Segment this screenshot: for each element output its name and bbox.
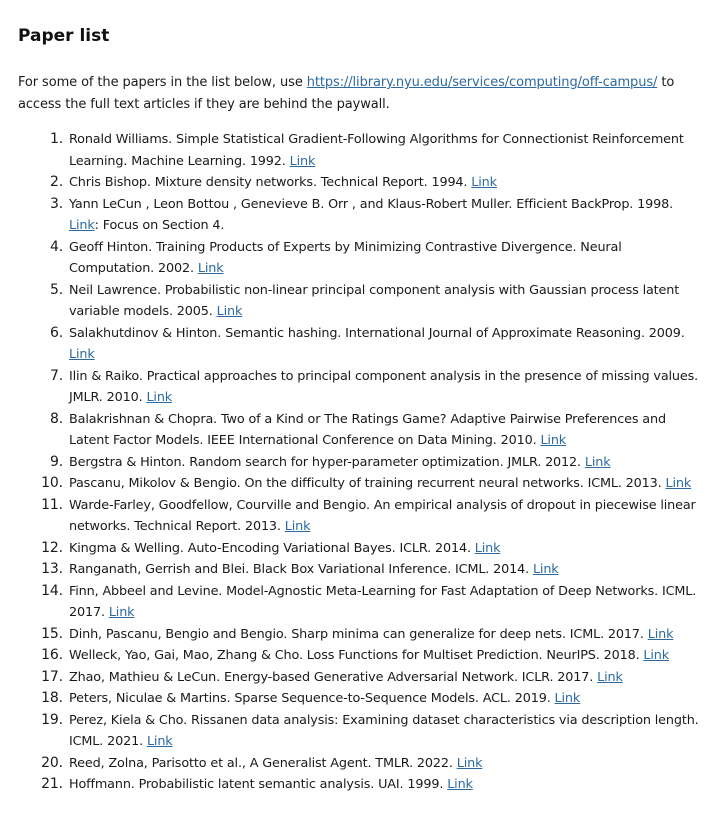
paper-link[interactable]: Link <box>69 347 95 362</box>
paper-citation: Neil Lawrence. Probabilistic non-linear principal component analysis with Gaussian process latent variable models. 2005. <box>69 282 680 319</box>
paper-link[interactable]: Link <box>284 519 311 534</box>
paper-entry <box>69 194 702 237</box>
intro-paragraph <box>18 72 702 115</box>
paper-item <box>18 237 702 280</box>
paper-number: 13. <box>41 561 63 577</box>
paper-number: 18. <box>41 690 63 706</box>
paper-link[interactable]: Link <box>216 304 243 319</box>
paper-citation: Yann LeCun , Leon Bottou , Genevieve B. Orr , and Klaus-Robert Muller. Efficient BackProp. 1998. <box>69 196 674 212</box>
paper-item <box>18 667 702 689</box>
paper-entry <box>69 473 702 495</box>
paper-citation: Chris Bishop. Mixture density networks. Technical Report. 1994. <box>69 175 468 190</box>
paper-item <box>18 538 702 560</box>
paper-entry <box>69 559 702 581</box>
paper-number: 19. <box>41 711 63 728</box>
paper-link[interactable]: Link <box>647 626 674 642</box>
paper-number: 16. <box>41 647 63 663</box>
paper-citation: Peters, Niculae & Martins. Sparse Sequence-to-Sequence Models. ACL. 2019. <box>69 691 551 706</box>
paper-item <box>18 710 702 753</box>
paper-entry <box>69 667 702 689</box>
paper-number: 21. <box>41 776 63 792</box>
paper-citation: Finn, Abbeel and Levine. Model-Agnostic Meta-Learning for Fast Adaptation of Deep Networks. ICML. 2017. <box>69 583 697 620</box>
paper-citation: Salakhutdinov & Hinton. Semantic hashing. International Journal of Approximate Reasoning. 2009. <box>69 325 685 341</box>
paper-citation: Kingma & Welling. Auto-Encoding Variational Bayes. ICLR. 2014. <box>69 540 471 556</box>
page-title: Paper list <box>18 26 110 46</box>
paper-item <box>18 366 702 409</box>
paper-link[interactable]: Link <box>108 605 135 620</box>
paper-entry <box>69 774 702 796</box>
paper-link[interactable]: Link <box>146 734 173 749</box>
paper-list <box>18 129 702 796</box>
off-campus-access-link[interactable]: https://library.nyu.edu/services/computing/off-campus/ <box>306 75 658 90</box>
paper-item <box>18 452 702 474</box>
intro-text-before: For some of the papers in the list below, use <box>18 75 307 90</box>
paper-item <box>18 753 702 775</box>
paper-number: 10. <box>41 475 63 491</box>
paper-number: 6. <box>49 324 63 341</box>
paper-item <box>18 645 702 667</box>
paper-number: 11. <box>41 496 63 513</box>
paper-item <box>18 559 702 581</box>
paper-item <box>18 581 702 624</box>
paper-citation: Ronald Williams. Simple Statistical Gradient-Following Algorithms for Connectionist Reinforcement Learning. Machine Learning. 1992. <box>69 132 684 169</box>
paper-item <box>18 323 702 366</box>
paper-entry <box>69 409 702 452</box>
paper-item <box>18 624 702 646</box>
paper-entry <box>69 538 702 560</box>
paper-citation: Bergstra & Hinton. Random search for hyper-parameter optimization. JMLR. 2012. <box>69 454 581 470</box>
paper-item <box>18 495 702 538</box>
paper-citation: Perez, Kiela & Cho. Rissanen data analysis: Examining dataset characteristics via description length. ICML. 2021. <box>69 712 699 749</box>
paper-link[interactable]: Link <box>597 669 623 685</box>
paper-entry <box>69 237 702 280</box>
paper-entry <box>69 452 702 474</box>
paper-number: 1. <box>49 131 63 147</box>
paper-number: 4. <box>49 238 63 255</box>
paper-link[interactable]: Link <box>146 390 173 405</box>
paper-citation: Reed, Zolna, Parisotto et al., A Generalist Agent. TMLR. 2022. <box>69 755 453 771</box>
paper-number: 20. <box>41 754 63 771</box>
paper-link[interactable]: Link <box>540 433 567 448</box>
paper-entry <box>69 624 702 646</box>
paper-number: 12. <box>41 539 63 556</box>
paper-number: 15. <box>41 625 63 642</box>
paper-entry <box>69 495 702 538</box>
paper-link[interactable]: Link <box>643 648 670 663</box>
paper-link[interactable]: Link <box>554 691 581 706</box>
paper-citation: Hoffmann. Probabilistic latent semantic analysis. UAI. 1999. <box>69 777 444 792</box>
paper-item <box>18 774 702 796</box>
paper-citation: Warde-Farley, Goodfellow, Courville and Bengio. An empirical analysis of dropout in piecewise linear networks. Technical Report. 2013. <box>69 497 696 534</box>
paper-number: 8. <box>49 410 63 427</box>
paper-link[interactable]: Link <box>665 476 692 491</box>
paper-link[interactable]: Link <box>471 175 497 190</box>
paper-entry <box>69 753 702 775</box>
paper-item <box>18 129 702 172</box>
paper-link[interactable]: Link <box>532 562 559 577</box>
intro-text-after: to access the full text articles if they are behind the paywall. <box>18 75 675 112</box>
paper-item <box>18 194 702 237</box>
paper-citation: Welleck, Yao, Gai, Mao, Zhang & Cho. Loss Functions for Multiset Prediction. NeurIPS. 2018. <box>69 648 640 663</box>
paper-citation: Geoff Hinton. Training Products of Experts by Minimizing Contrastive Divergence. Neural Computation. 2002. <box>69 239 622 276</box>
paper-link[interactable]: Link <box>69 218 95 233</box>
paper-number: 5. <box>49 281 63 298</box>
paper-item <box>18 473 702 495</box>
paper-entry <box>69 581 702 624</box>
paper-link[interactable]: Link <box>456 755 483 771</box>
paper-entry <box>69 366 702 409</box>
paper-citation: Dinh, Pascanu, Bengio and Bengio. Sharp minima can generalize for deep nets. ICML. 2017. <box>69 626 644 642</box>
paper-link[interactable]: Link <box>584 454 611 470</box>
paper-entry <box>69 710 702 753</box>
paper-note: : Focus on Section 4. <box>94 218 225 233</box>
paper-entry <box>69 645 702 667</box>
paper-link[interactable]: Link <box>474 540 501 556</box>
paper-citation: Zhao, Mathieu & LeCun. Energy-based Generative Adversarial Network. ICLR. 2017. <box>69 669 594 685</box>
paper-number: 7. <box>49 367 63 384</box>
paper-item <box>18 280 702 323</box>
paper-citation: Ilin & Raiko. Practical approaches to principal component analysis in the presence of missing values. JMLR. 2010. <box>69 368 699 405</box>
paper-item <box>18 172 702 194</box>
paper-link[interactable]: Link <box>197 261 224 276</box>
paper-number: 2. <box>49 174 63 190</box>
paper-entry <box>69 323 702 366</box>
paper-entry <box>69 129 702 172</box>
paper-item <box>18 409 702 452</box>
paper-citation: Ranganath, Gerrish and Blei. Black Box Variational Inference. ICML. 2014. <box>69 562 530 577</box>
paper-citation: Balakrishnan & Chopra. Two of a Kind or The Ratings Game? Adaptive Pairwise Preferences and Latent Factor Models. IEEE International Conference on Data Mining. 2010. <box>69 411 666 448</box>
paper-citation: Pascanu, Mikolov & Bengio. On the difficulty of training recurrent neural networks. ICML. 2013. <box>69 476 662 491</box>
paper-link[interactable]: Link <box>447 777 473 792</box>
paper-entry <box>69 688 702 710</box>
paper-entry <box>69 172 702 194</box>
paper-number: 3. <box>49 195 63 212</box>
paper-number: 17. <box>41 668 63 685</box>
paper-link[interactable]: Link <box>289 153 316 169</box>
paper-number: 9. <box>49 453 63 470</box>
paper-number: 14. <box>41 582 63 599</box>
paper-entry <box>69 280 702 323</box>
paper-item <box>18 688 702 710</box>
